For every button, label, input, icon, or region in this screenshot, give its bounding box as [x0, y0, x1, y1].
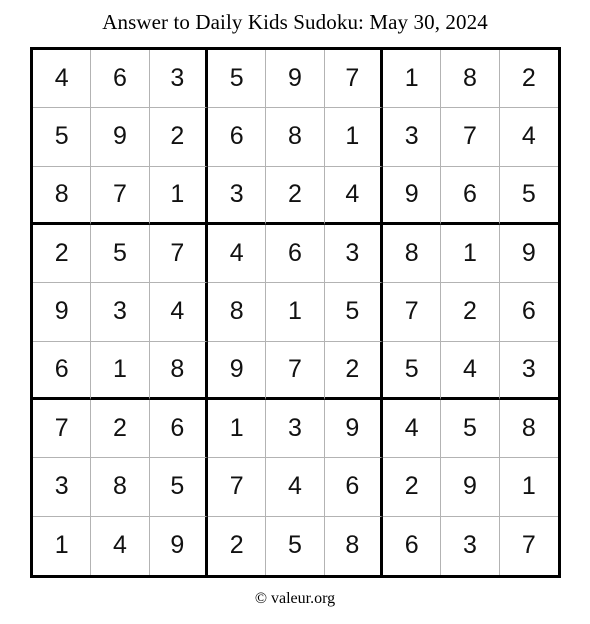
sudoku-cell-r8-c6: 6	[325, 458, 383, 516]
sudoku-cell-r9-c6: 8	[325, 517, 383, 575]
sudoku-cell-r2-c8: 7	[441, 108, 499, 166]
sudoku-cell-r9-c9: 7	[521, 531, 536, 560]
sudoku-cell-r2-c2: 9	[91, 108, 149, 166]
sudoku-cell-r6-c6: 2	[325, 342, 383, 400]
sudoku-cell-r9-c7: 6	[383, 517, 441, 575]
sudoku-cell-r1-c8: 8	[441, 50, 499, 108]
sudoku-cell-r5-c7: 7	[383, 283, 441, 341]
sudoku-cell-r3-c2: 7	[91, 167, 149, 225]
sudoku-cell-r9-c3: 9	[150, 517, 208, 575]
sudoku-cell-r5-c1: 9	[33, 283, 91, 341]
sudoku-cell-r6-c5: 7	[266, 342, 324, 400]
sudoku-cell-r7-c9: 8	[500, 400, 558, 458]
sudoku-cell-r1-c9: 2	[500, 50, 558, 108]
sudoku-cell-r3-c9: 5	[500, 167, 558, 225]
sudoku-cell-r3-c6: 4	[325, 167, 383, 225]
sudoku-cell-r1-c4: 5	[208, 50, 266, 108]
sudoku-cell-r8-c7: 2	[383, 458, 441, 516]
sudoku-cell-r6-c7: 5	[383, 342, 441, 400]
sudoku-cell-r1-c3: 3	[150, 50, 208, 108]
sudoku-cell-r5-c6: 5	[325, 283, 383, 341]
sudoku-cell-r1-c2: 6	[91, 50, 149, 108]
sudoku-cell-r3-c1: 8	[33, 167, 91, 225]
sudoku-cell-r1-c1: 4	[33, 50, 91, 108]
sudoku-cell-r1-c6: 7	[325, 50, 383, 108]
sudoku-cell-r8-c3: 5	[150, 458, 208, 516]
sudoku-cell-r6-c8: 4	[441, 342, 499, 400]
sudoku-cell-r1-c5: 9	[266, 50, 324, 108]
sudoku-cell-r9-c4: 2	[208, 517, 266, 575]
sudoku-cell-r8-c9: 1	[500, 458, 558, 516]
sudoku-cell-r3-c5: 2	[266, 167, 324, 225]
sudoku-cell-r6-c3: 8	[150, 342, 208, 400]
sudoku-cell-r4-c6: 3	[325, 225, 383, 283]
sudoku-cell-r1-c7: 1	[383, 50, 441, 108]
sudoku-cell-r2-c6: 1	[325, 108, 383, 166]
sudoku-cell-r3-c4: 3	[208, 167, 266, 225]
sudoku-cell-r2-c1: 5	[33, 108, 91, 166]
sudoku-cell-r5-c8: 2	[441, 283, 499, 341]
sudoku-cell-r2-c5: 8	[266, 108, 324, 166]
sudoku-cell-r5-c9: 6	[500, 283, 558, 341]
sudoku-cell-r3-c3: 1	[150, 167, 208, 225]
sudoku-cell-r4-c2: 5	[91, 225, 149, 283]
sudoku-cell-r2-c3: 2	[150, 108, 208, 166]
sudoku-cell-r3-c8: 6	[441, 167, 499, 225]
sudoku-cell-r7-c7: 4	[383, 400, 441, 458]
sudoku-cell-r8-c2: 8	[91, 458, 149, 516]
sudoku-cell-r8-c8: 9	[441, 458, 499, 516]
sudoku-cell-r4-c1: 2	[33, 225, 91, 283]
sudoku-cell-r5-c2: 3	[91, 283, 149, 341]
sudoku-cell-r5-c3: 4	[150, 283, 208, 341]
sudoku-cell-r6-c9: 3	[500, 342, 558, 400]
sudoku-cell-r3-c7: 9	[383, 167, 441, 225]
sudoku-cell-r9-c5: 5	[266, 517, 324, 575]
sudoku-cell-r5-c4: 8	[208, 283, 266, 341]
sudoku-cell-r4-c8: 1	[441, 225, 499, 283]
sudoku-cell-r7-c1: 7	[33, 400, 91, 458]
sudoku-cell-r9-c8: 3	[441, 517, 499, 575]
sudoku-cell-r2-c9: 4	[500, 108, 558, 166]
sudoku-cell-r9-c1: 1	[33, 517, 91, 575]
sudoku-cell-r4-c3: 7	[150, 225, 208, 283]
sudoku-cell-r6-c4: 9	[208, 342, 266, 400]
sudoku-cell-r7-c8: 5	[441, 400, 499, 458]
sudoku-cell-r4-c4: 4	[208, 225, 266, 283]
sudoku-cell-r4-c5: 6	[266, 225, 324, 283]
sudoku-cell-r6-c1: 6	[33, 342, 91, 400]
sudoku-cell-r4-c9: 9	[500, 225, 558, 283]
sudoku-cell-r9-c2: 4	[91, 517, 149, 575]
sudoku-cell-r5-c5: 1	[266, 283, 324, 341]
sudoku-cell-r7-c3: 6	[150, 400, 208, 458]
sudoku-cell-r2-c7: 3	[383, 108, 441, 166]
sudoku-cell-r8-c5: 4	[266, 458, 324, 516]
sudoku-cell-r6-c2: 1	[91, 342, 149, 400]
sudoku-cell-r8-c1: 3	[33, 458, 91, 516]
copyright-footer: © valeur.org	[254, 590, 336, 607]
page-title: Answer to Daily Kids Sudoku: May 30, 2024	[102, 10, 488, 34]
sudoku-cell-r7-c5: 3	[266, 400, 324, 458]
sudoku-cell-r2-c4: 6	[208, 108, 266, 166]
sudoku-cell-r4-c7: 8	[383, 225, 441, 283]
sudoku-cell-r7-c4: 1	[208, 400, 266, 458]
sudoku-cell-r7-c2: 2	[91, 400, 149, 458]
sudoku-cell-r7-c6: 9	[325, 400, 383, 458]
sudoku-cell-r8-c4: 7	[208, 458, 266, 516]
sudoku-grid	[30, 47, 561, 578]
